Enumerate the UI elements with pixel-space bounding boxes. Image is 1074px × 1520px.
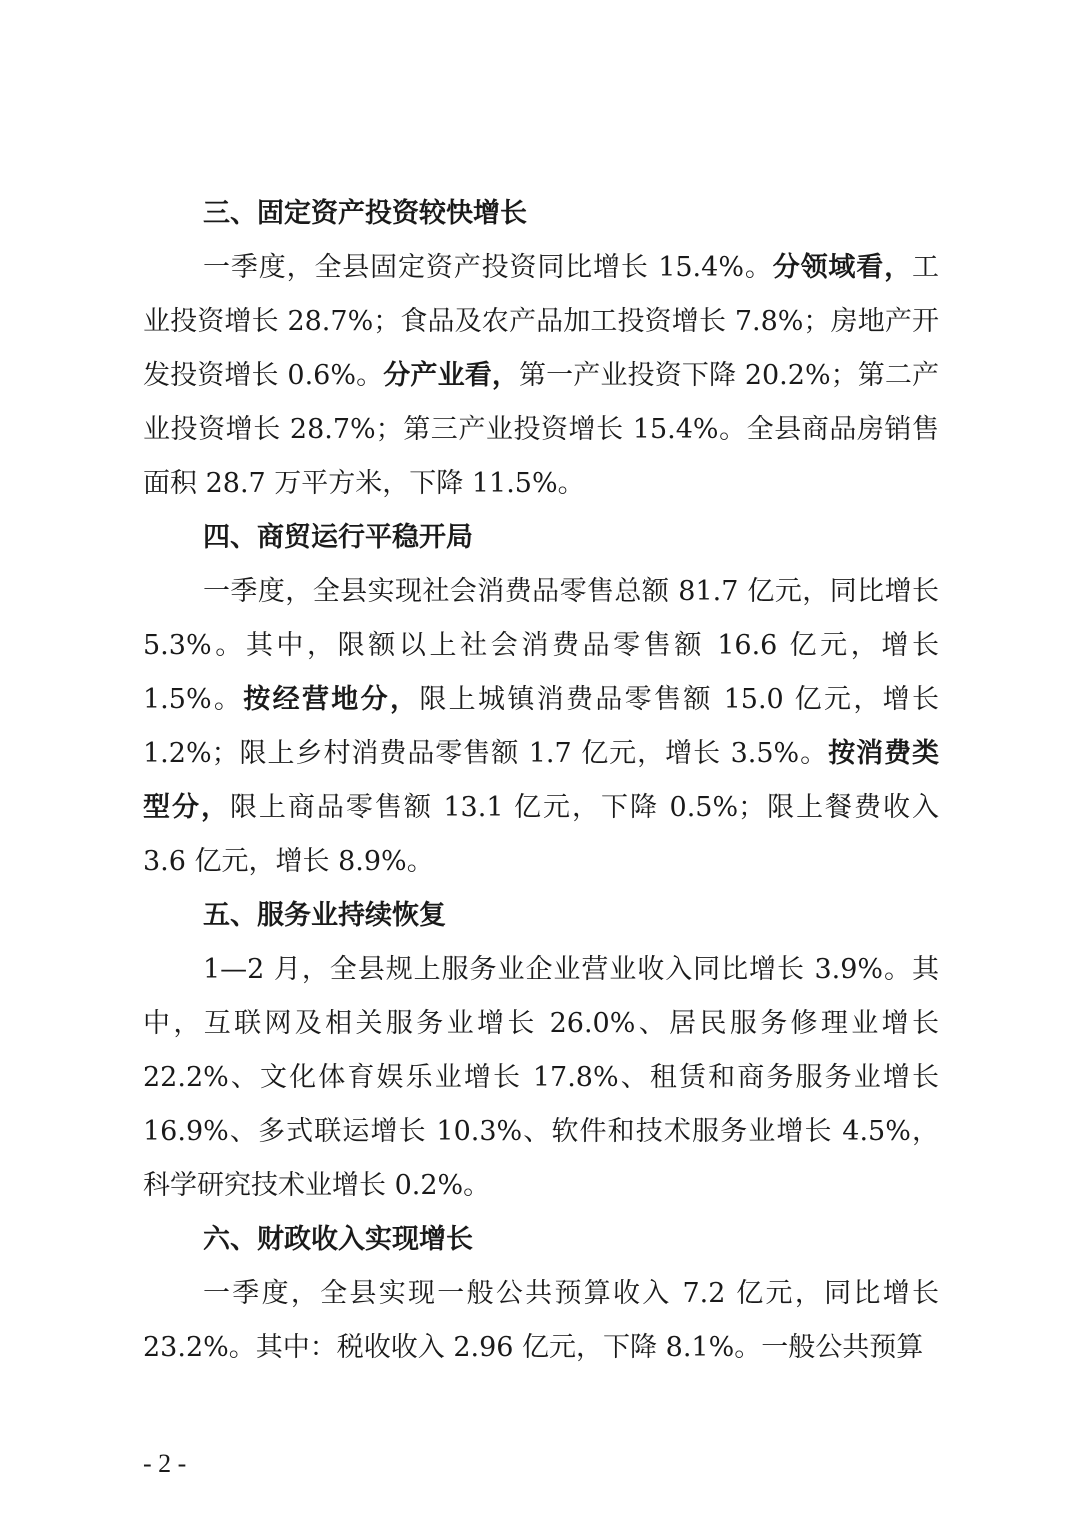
bold-text-run: 按经营地分， [243,684,420,715]
section-paragraph-fixed-asset-investment [143,241,939,511]
text-run: 限上城镇消费品零售额 15.0 亿元，增长 1.2%；限上乡村消费品零售额 1.7 亿元，增长 3.5%。 [143,684,939,769]
text-run: 1—2 月，全县规上服务业企业营业收入同比增长 3.9%。其中，互联网及相关服务业增长 26.0%、居民服务修理业增长 22.2%、文化体育娱乐业增长 17.8%、租赁和商务服务业增长 16.9%、多式联运增长 10.3%、软件和技术服务业增长 4.5%，科学研究技术业增长 0.2%。 [143,954,939,1201]
text-run: 一季度，全县实现一般公共预算收入 7.2 亿元，同比增长 23.2%。其中：税收收入 2.96 亿元，下降 8.1%。一般公共预算 [143,1278,939,1363]
section-heading-commerce: 四、商贸运行平稳开局 [203,522,473,553]
document-body [143,187,939,1375]
bold-text-run: 分领域看， [772,252,913,283]
section-heading-fiscal-revenue: 六、财政收入实现增长 [203,1224,473,1255]
text-run: 一季度，全县实现社会消费品零售总额 81.7 亿元，同比增长 5.3%。其中，限额以上社会消费品零售额 16.6 亿元，增长 1.5%。 [143,576,939,715]
section-heading-fixed-asset-investment: 三、固定资产投资较快增长 [203,198,527,229]
bold-text-run: 分产业看， [383,360,519,391]
text-run: 工业投资增长 28.7%；食品及农产品加工投资增长 7.8%；房地产开发投资增长 0.6%。 [143,252,940,391]
bold-text-run: 按消费类型分， [143,738,940,823]
page-number: - 2 - [143,1449,187,1478]
section-paragraph-fiscal-revenue [143,1267,939,1375]
text-run: 一季度，全县固定资产投资同比增长 15.4%。 [203,252,773,283]
text-run: 第一产业投资下降 20.2%；第二产业投资增长 28.7%；第三产业投资增长 15.4%。全县商品房销售面积 28.7 万平方米，下降 11.5%。 [143,360,940,499]
section-paragraph-commerce [143,565,939,889]
text-run: 限上商品零售额 13.1 亿元，下降 0.5%；限上餐费收入 3.6 亿元，增长 8.9%。 [143,792,940,877]
section-paragraph-services [143,943,939,1213]
section-heading-services: 五、服务业持续恢复 [203,900,446,931]
